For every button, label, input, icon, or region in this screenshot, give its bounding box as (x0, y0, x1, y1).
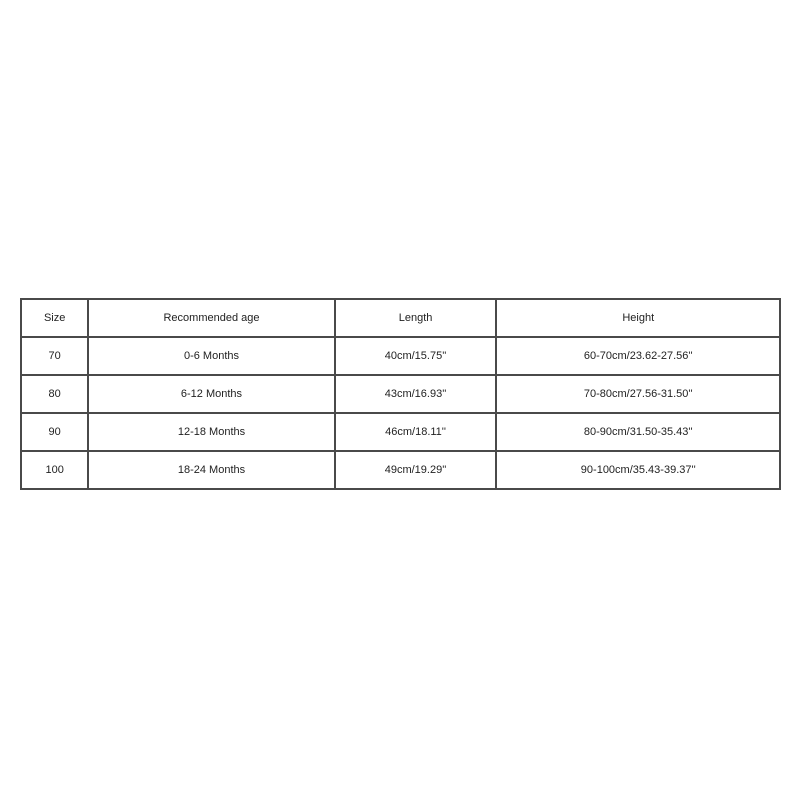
cell-recommended-age: 18-24 Months (88, 451, 334, 489)
header-cell-recommended-age: Recommended age (88, 299, 334, 337)
cell-height: 80-90cm/31.50-35.43'' (496, 413, 780, 451)
cell-height: 70-80cm/27.56-31.50'' (496, 375, 780, 413)
cell-size: 100 (21, 451, 88, 489)
table-row (21, 413, 780, 451)
cell-size: 80 (21, 375, 88, 413)
cell-size: 90 (21, 413, 88, 451)
table-row (21, 451, 780, 489)
header-cell-length: Length (335, 299, 497, 337)
table-header-row (21, 299, 780, 337)
cell-height: 90-100cm/35.43-39.37'' (496, 451, 780, 489)
cell-length: 46cm/18.11'' (335, 413, 497, 451)
cell-size: 70 (21, 337, 88, 375)
size-chart-table (20, 298, 781, 490)
header-cell-height: Height (496, 299, 780, 337)
cell-length: 43cm/16.93'' (335, 375, 497, 413)
header-cell-size: Size (21, 299, 88, 337)
cell-recommended-age: 12-18 Months (88, 413, 334, 451)
cell-recommended-age: 6-12 Months (88, 375, 334, 413)
table-row (21, 337, 780, 375)
cell-length: 49cm/19.29'' (335, 451, 497, 489)
table-row (21, 375, 780, 413)
cell-length: 40cm/15.75'' (335, 337, 497, 375)
cell-recommended-age: 0-6 Months (88, 337, 334, 375)
cell-height: 60-70cm/23.62-27.56'' (496, 337, 780, 375)
